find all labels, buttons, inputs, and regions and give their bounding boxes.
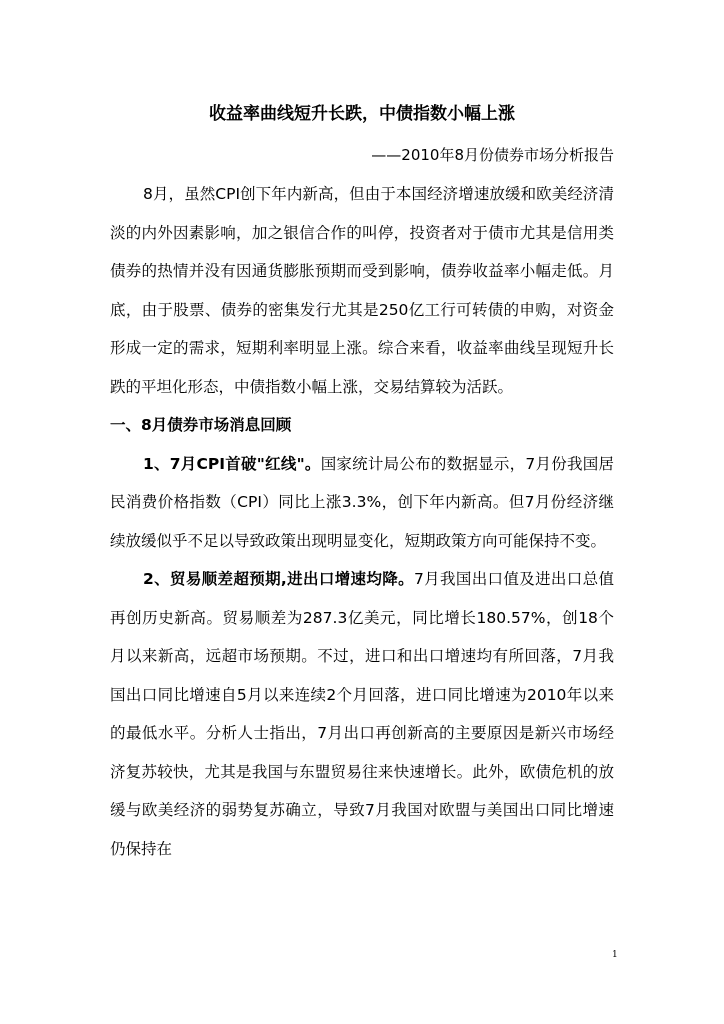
item-1-paragraph <box>110 445 614 561</box>
document-body <box>110 175 614 868</box>
intro-paragraph: 8月，虽然CPI创下年内新高，但由于本国经济增速放缓和欧美经济清淡的内外因素影响，加之银信合作的叫停，投资者对于债市尤其是信用类债券的热情并没有因通货膨胀预期而受到影响，债券收益率小幅走低。月底，由于股票、债券的密集发行尤其是250亿工行可转债的申购，对资金形成一定的需求，短期利率明显上涨。综合来看，收益率曲线呈现短升长跌的平坦化形态，中债指数小幅上涨，交易结算较为活跃。 <box>110 185 614 396</box>
document-title: 收益率曲线短升长跌，中债指数小幅上涨 <box>209 104 515 124</box>
page-number: 1 <box>612 950 618 960</box>
item-1-heading: 1、7月CPI首破"红线"。 <box>143 454 321 473</box>
item-2-heading: 2、贸易顺差超预期,进出口增速均降。 <box>143 570 414 588</box>
item-2-paragraph <box>110 560 614 868</box>
item-2-body: 7月我国出口值及进出口总值再创历史新高。贸易顺差为287.3亿美元，同比增长180.57%，创18个月以来新高，远超市场预期。不过，进口和出口增速均有所回落，7月我国出口同比增速自5月以来连续2个月回落，进口同比增速为2010年以来的最低水平。分析人士指出，7月出口再创新高的主要原因是新兴市场经济复苏较快，尤其是我国与东盟贸易往来快速增长。此外，欧债危机的放缓与欧美经济的弱势复苏确立，导致7月我国对欧盟与美国出口同比增速仍保持在 <box>110 570 614 858</box>
item-1-body: 国家统计局公布的数据显示，7月份我国居民消费价格指数（CPI）同比上涨3.3%，创下年内新高。但7月份经济继续放缓似乎不足以导致政策出现明显变化，短期政策方向可能保持不变。 <box>110 454 614 550</box>
section-heading: 一、8月债券市场消息回顾 <box>110 416 292 434</box>
document-subtitle: ——2010年8月份债券市场分析报告 <box>371 146 614 164</box>
